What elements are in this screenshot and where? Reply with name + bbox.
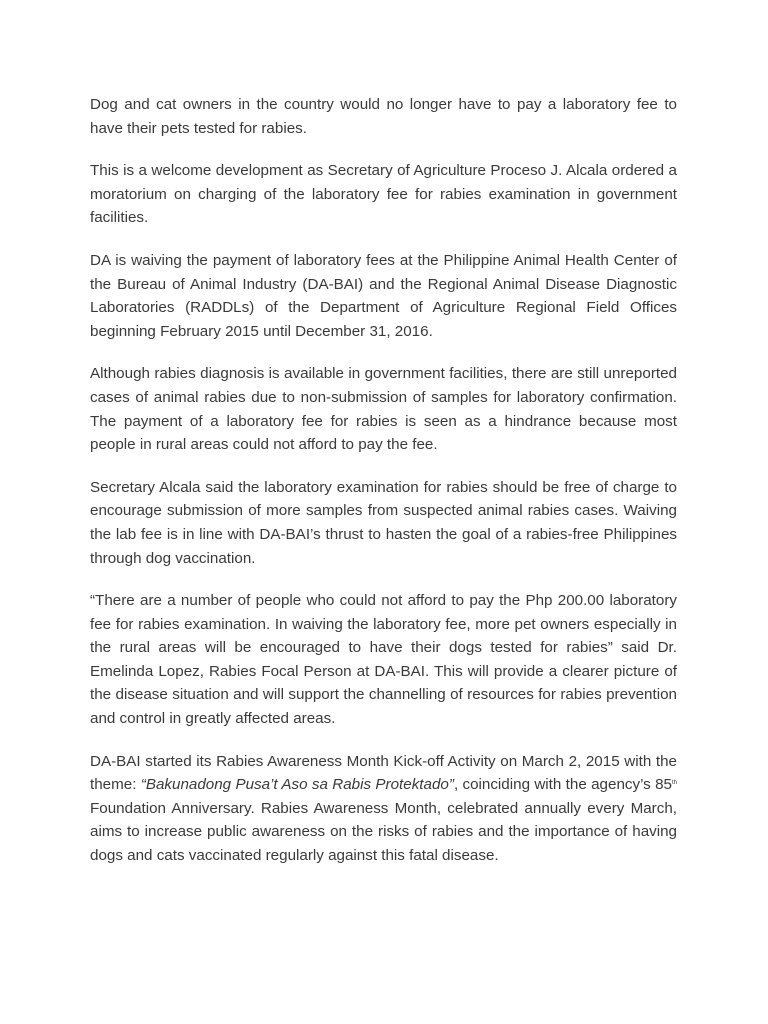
paragraph-4: Although rabies diagnosis is available in government facilities, there are still unreported cases of animal rabies due to non-submission of samples for laboratory confirmation. The payment of a laboratory fee for rabies is seen as a hindrance because most people in rural areas could not afford to pay the fee. — [90, 365, 677, 454]
paragraph-7 — [90, 750, 677, 868]
paragraph-7-text-c: Foundation Anniversary. Rabies Awareness Month, celebrated annually every March, aims to increase public awareness on the risks of rabies and the importance of having dogs and cats vaccinated regularly against this fatal disease. — [90, 799, 677, 865]
campaign-theme: “Bakunadong Pusa’t Aso sa Rabis Protektado” — [140, 776, 454, 794]
paragraph-1: Dog and cat owners in the country would no longer have to pay a laboratory fee to have their pets tested for rabies. — [90, 96, 677, 137]
paragraph-7-text-b: , coinciding with the agency’s 85 — [453, 776, 672, 794]
paragraph-3: DA is waiving the payment of laboratory fees at the Philippine Animal Health Center of the Bureau of Animal Industry (DA-BAI) and the Regional Animal Disease Diagnostic Laboratories (RADDLs) of the Department of Agriculture Regional Field Offices beginning February 2015 until December 31, 2016. — [90, 251, 677, 340]
paragraph-2: This is a welcome development as Secretary of Agriculture Proceso J. Alcala ordered a moratorium on charging of the laboratory fee for rabies examination in government facilities. — [90, 162, 677, 227]
paragraph-5: Secretary Alcala said the laboratory examination for rabies should be free of charge to encourage submission of more samples from suspected animal rabies cases. Waiving the lab fee is in line with DA-BAI’s thrust to hasten the goal of a rabies-free Philippines through dog vaccination. — [90, 478, 677, 567]
ordinal-suffix: th — [672, 780, 678, 787]
paragraph-6: “There are a number of people who could not afford to pay the Php 200.00 laboratory fee for rabies examination. In waiving the laboratory fee, more pet owners especially in the rural areas will be encouraged to have their dogs tested for rabies” said Dr. Emelinda Lopez, Rabies Focal Person at DA-BAI. This will provide a clearer picture of the disease situation and will support the channelling of resources for rabies prevention and control in greatly affected areas. — [90, 592, 677, 728]
article-body — [90, 93, 677, 868]
paragraph-7-text-a: DA-BAI started its Rabies Awareness Month Kick-off Activity on March 2, 2015 with the theme: — [90, 752, 677, 794]
